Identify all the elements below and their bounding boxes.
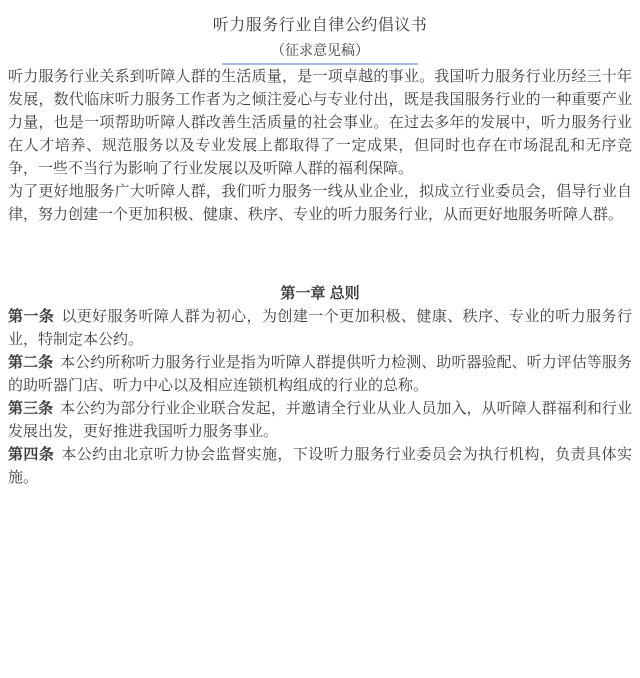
article-text: 本公约所称听力服务行业是指为听障人群提供听力检测、助听器验配、听力评估等服务的助听器门店、听力中心以及相应连锁机构组成的行业的总称。	[8, 354, 632, 394]
article-label: 第三条	[8, 400, 54, 417]
document-header	[8, 14, 632, 65]
article-label: 第四条	[8, 446, 55, 463]
chapter-heading: 第一章 总则	[280, 285, 360, 302]
intro-paragraph: 为了更好地服务广大听障人群，我们听力服务一线从业企业，拟成立行业委员会，倡导行业自律，努力创建一个更加积极、健康、秩序、专业的听力服务行业，从而更好地服务听障人群。	[8, 183, 632, 223]
document-title: 听力服务行业自律公约倡议书	[212, 17, 428, 34]
article-paragraph	[8, 397, 632, 443]
article-label: 第二条	[8, 354, 54, 371]
article-text: 以更好服务听障人群为初心，为创建一个更加积极、健康、秩序、专业的听力服务行业，特制定本公约。	[8, 308, 632, 348]
article-label: 第一条	[8, 308, 55, 325]
article-paragraph	[8, 351, 632, 397]
article-paragraph	[8, 305, 632, 351]
article-text: 本公约由北京听力协会监督实施，下设听力服务行业委员会为执行机构，负责具体实施。	[8, 446, 632, 486]
article-text: 本公约为部分行业企业联合发起，并邀请全行业从业人员加入，从听障人群福利和行业发展出发，更好推进我国听力服务事业。	[8, 400, 632, 440]
document-subtitle: （征求意见稿）	[271, 42, 369, 58]
intro-paragraph: 听力服务行业关系到听障人群的生活质量，是一项卓越的事业。我国听力服务行业历经三十年发展，数代临床听力服务工作者为之倾注爱心与专业付出，既是我国服务行业的一种重要产业力量，也是一项帮助听障人群改善生活质量的社会事业。在过去多年的发展中，听力服务行业在人才培养、规范服务以及专业发展上都取得了一定成果，但同时也存在市场混乱和无序竞争，一些不当行为影响了行业发展以及听障人群的福利保障。	[8, 68, 632, 177]
article-paragraph	[8, 443, 632, 489]
